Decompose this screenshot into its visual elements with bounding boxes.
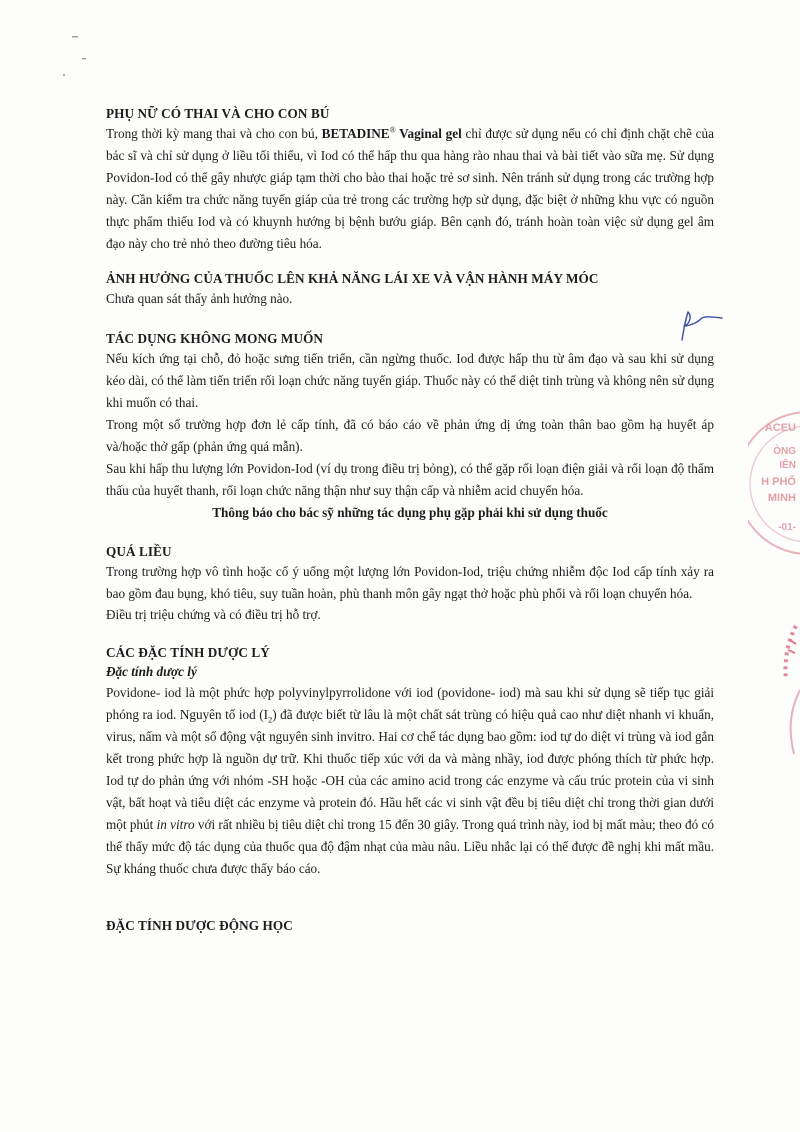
pharmacy-stamp — [748, 404, 800, 564]
section-pregnancy — [106, 104, 714, 254]
stamp-line: H PHỐ — [761, 476, 796, 488]
section-heading: CÁC ĐẶC TÍNH DƯỢC LÝ — [106, 645, 270, 661]
doctor-notice: Thông báo cho bác sỹ những tác dụng phụ gặp phải khi sử dụng thuốc — [212, 504, 608, 520]
italic-term: in vitro — [156, 816, 195, 832]
paragraph — [106, 682, 714, 879]
subscript: 2 — [268, 714, 273, 725]
section-heading: ĐẶC TÍNH DƯỢC ĐỘNG HỌC — [106, 918, 293, 934]
stamp-line: MINH — [767, 492, 796, 504]
paragraph: Nếu kích ứng tại chỗ, đỏ hoặc sưng tiến triển, cần ngừng thuốc. Iod được hấp thu từ âm đạo và sau khi sử dụng kéo dài, có thể làm tiến triển rối loạn chức năng tuyến giáp. Thuốc này có thể diệt tinh trùng và không nên sử dụng khi muốn có thai. — [106, 351, 714, 411]
paragraph: Trong trường hợp vô tình hoặc cố ý uống một lượng lớn Povidon-Iod, triệu chứng nhiễm độc Iod cấp tính xảy ra bao gồm đau bụng, khó tiêu, suy tuần hoàn, phù thanh môn gây ngạt thở hoặc phù phổi và rối loạn chuyển hóa. — [106, 563, 714, 601]
paragraph — [106, 123, 714, 254]
brand-name: BETADINE — [321, 126, 390, 141]
section-heading: PHỤ NỮ CÓ THAI VÀ CHO CON BÚ — [106, 106, 330, 121]
section-pharmacokinetics — [106, 916, 714, 935]
stamp-line: IÊN — [779, 460, 796, 471]
paragraph: Trong một số trường hợp đơn lẻ cấp tính, đã có báo cáo về phản ứng dị ứng toàn thân bao gồm hạ huyết áp và/hoặc thở gấp (phản ứng quá mẫn). — [106, 417, 714, 454]
text-run: ) đã được biết từ lâu là một chất sát trùng có hiệu quả cao như diệt nhanh vi khuẩn, virus, nấm và một số động vật nguyên sinh invitro. Hai cơ chế tác dụng bao gồm: iod tự do diệt vi trùng và iod gắn kết trong phức hợp là nguồn dự trữ. Khi thuốc tiếp xúc với da và màng nhầy, iod được phóng thích từ phức hợp. Iod tự do phản ứng với nhóm -SH hoặc -OH của các amino acid trong các enzyme và cấu trúc protein của vi sinh vật, bất hoạt và tiêu diệt các enzyme và protein đó. Hầu hết các vi sinh vật đều bị tiêu diệt chỉ trong thời gian dưới một phút — [106, 707, 714, 832]
section-heading: QUÁ LIỀU — [106, 543, 172, 559]
stamp-line: ACEU — [764, 422, 796, 434]
registered-mark: ® — [389, 125, 396, 135]
section-subheading: Đặc tính dược lý — [106, 664, 197, 680]
section-driving — [106, 269, 714, 310]
text-run: với rất nhiều bị tiêu diệt chỉ trong 15 đến 30 giây. Trong quá trình này, iod bị mất màu; theo đó có thể thấy mức độ tác dụng của thuốc qua độ đậm nhạt của màu nâu. Liều nhắc lại có thể được đề nghị khi mất mầu. Sự kháng thuốc chưa được thấy báo cáo. — [106, 816, 714, 876]
stamp-line: -01- — [778, 522, 796, 533]
brand-name-suffix: Vaginal gel — [395, 126, 462, 141]
paragraph: Chưa quan sát thấy ảnh hưởng nào. — [106, 291, 293, 307]
text-run: Povidone- iod là một phức hợp polyvinylpyrrolidone với iod (povidone- iod) mà sau khi sử dụng sẽ tiếp tục giải phóng ra iod. Nguyên tố iod (I — [106, 685, 714, 723]
scan-speck-marks — [60, 34, 100, 84]
paragraph: Sau khi hấp thu lượng lớn Povidon-Iod (ví dụ trong điều trị bỏng), có thể gặp rối loạn điện giải và rối loạn độ thẩm thấu của huyết thanh, rối loạn chức năng thận như suy thận cấp và nhiễm acid chuyển hóa. — [106, 460, 714, 498]
paragraph: Điều trị triệu chứng và có điều trị hỗ trợ. — [106, 607, 321, 623]
section-pharmacology — [106, 643, 714, 879]
text-run: Trong thời kỳ mang thai và cho con bú, — [106, 126, 322, 141]
stamp-line: ÒNG — [773, 446, 796, 457]
pharmacy-stamp-fragment — [760, 620, 800, 760]
text-run: chỉ được sử dụng nếu có chỉ định chặt chẽ của bác sĩ và chỉ sử dụng ở liều tối thiểu, vì Iod có thể hấp thu qua hàng rào nhau thai và bài tiết vào sữa mẹ. Sử dụng Povidon-Iod có thể gây nhược giáp tạm thời cho bào thai hoặc trẻ sơ sinh. Nên tránh sử dụng trong các trường hợp này. Cần kiểm tra chức năng tuyến giáp của trẻ trong các trường hợp sử dụng, đặc biệt ở những khu vực có nguồn thực phẩm thiếu Iod và có khuynh hướng bị bệnh bướu giáp. Bên cạnh đó, tránh hoàn toàn việc sử dụng gel âm đạo này cho trẻ nhỏ theo đường tiêu hóa. — [106, 126, 714, 251]
section-side-effects — [106, 329, 714, 523]
document-body — [106, 104, 714, 935]
section-heading: ẢNH HƯỞNG CỦA THUỐC LÊN KHẢ NĂNG LÁI XE VÀ VẬN HÀNH MÁY MÓC — [106, 271, 599, 287]
section-heading: TÁC DỤNG KHÔNG MONG MUỐN — [106, 331, 324, 347]
section-overdose — [106, 542, 714, 627]
